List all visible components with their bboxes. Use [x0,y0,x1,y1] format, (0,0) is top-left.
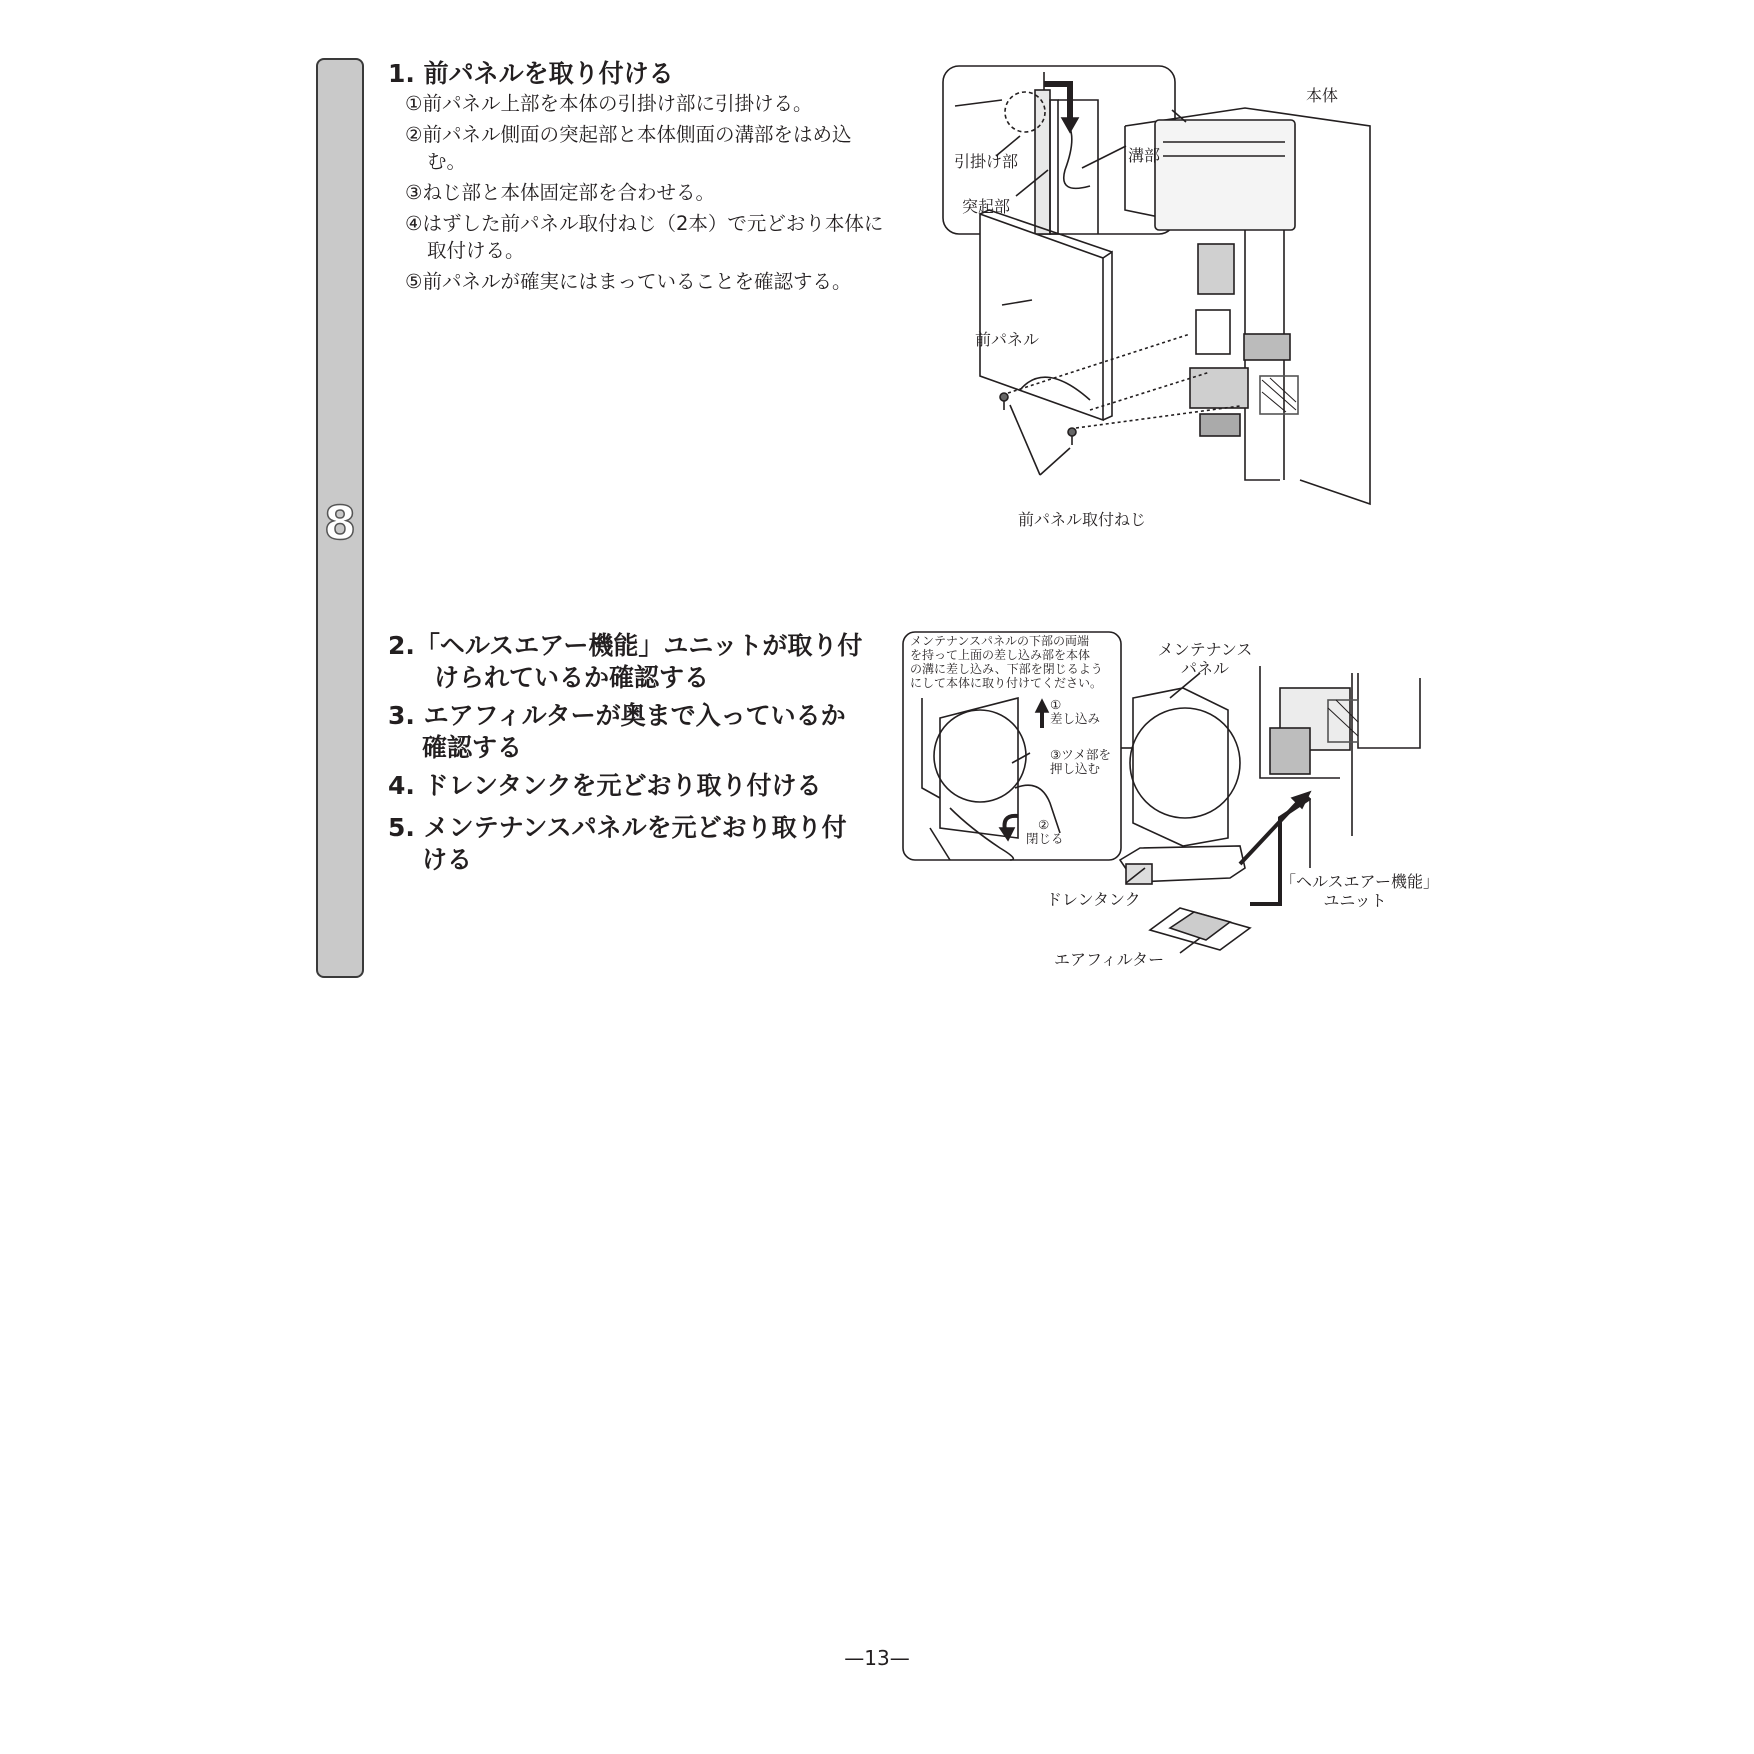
label-front-panel: 前パネル [975,330,1040,349]
substep-3: ③ねじ部と本体固定部を合わせる。 [405,181,715,204]
step5-line2: ける [422,845,473,874]
insert-text: 差し込み [1050,711,1101,726]
section-tab [316,58,364,978]
step4-line1: 4. ドレンタンクを元どおり取り付ける [388,771,822,800]
step1-heading: 1. 前パネルを取り付ける [388,59,674,88]
page-number: —13— [844,1646,910,1670]
close-text: 閉じる [1026,831,1064,846]
section-number: 8 [323,496,356,550]
label-maintenance-panel [1150,640,1260,678]
label-health-air-unit [1280,872,1440,910]
step3-line2: 確認する [422,733,523,762]
callout-line-1: メンテナンスパネルの下部の両端 [910,634,1090,648]
step4-heading [388,770,821,802]
substep-2: ②前パネル側面の突起部と本体側面の溝部をはめ込む。 [405,123,852,173]
step3-line1: 3. エアフィルターが奥まで入っているか [388,701,846,730]
insert-number: ① [1050,697,1062,712]
step5-heading [388,812,847,876]
label-drain-tank: ドレンタンク [1046,890,1141,909]
substep-1: ①前パネル上部を本体の引掛け部に引掛ける。 [405,92,813,115]
label-claw [1050,748,1111,776]
front-panel-install-figure [940,60,1380,540]
step2-line1: 2.「ヘルスエアー機能」ユニットが取り付 [388,631,863,660]
health-air-unit-line-2: ユニット [1323,891,1387,910]
label-insert [1050,698,1100,726]
label-protrusion: 突起部 [962,197,1011,216]
label-front-panel-screw: 前パネル取付ねじ [1018,510,1147,529]
maintenance-panel-line-2: パネル [1180,659,1229,678]
callout-line-3: の溝に差し込み、下部を閉じるよう [910,662,1103,676]
step2-heading [388,630,862,694]
callout-instruction [910,634,1118,690]
step2-line2: けられているか確認する [434,663,710,692]
label-body: 本体 [1306,86,1339,105]
callout-line-2: を持って上面の差し込み部を本体 [910,648,1091,662]
step1-substeps [405,90,885,299]
maintenance-panel-line-1: メンテナンス [1157,640,1253,659]
claw-line-2: 押し込む [1050,761,1101,776]
callout-line-4: にして本体に取り付けてください。 [910,676,1103,690]
close-number: ② [1038,817,1050,832]
step5-line1: 5. メンテナンスパネルを元どおり取り付 [388,813,847,842]
health-air-unit-line-1: 「ヘルスエアー機能」 [1280,872,1440,891]
label-hook: 引掛け部 [954,152,1019,171]
substep-5: ⑤前パネルが確実にはまっていることを確認する。 [405,270,852,293]
step3-heading [388,700,846,764]
claw-line-1: ③ツメ部を [1050,747,1111,762]
label-air-filter: エアフィルター [1054,950,1165,969]
substep-4: ④はずした前パネル取付ねじ（2本）で元どおり本体に取付ける。 [405,212,884,262]
label-close [1026,818,1064,846]
label-groove: 溝部 [1128,146,1161,165]
